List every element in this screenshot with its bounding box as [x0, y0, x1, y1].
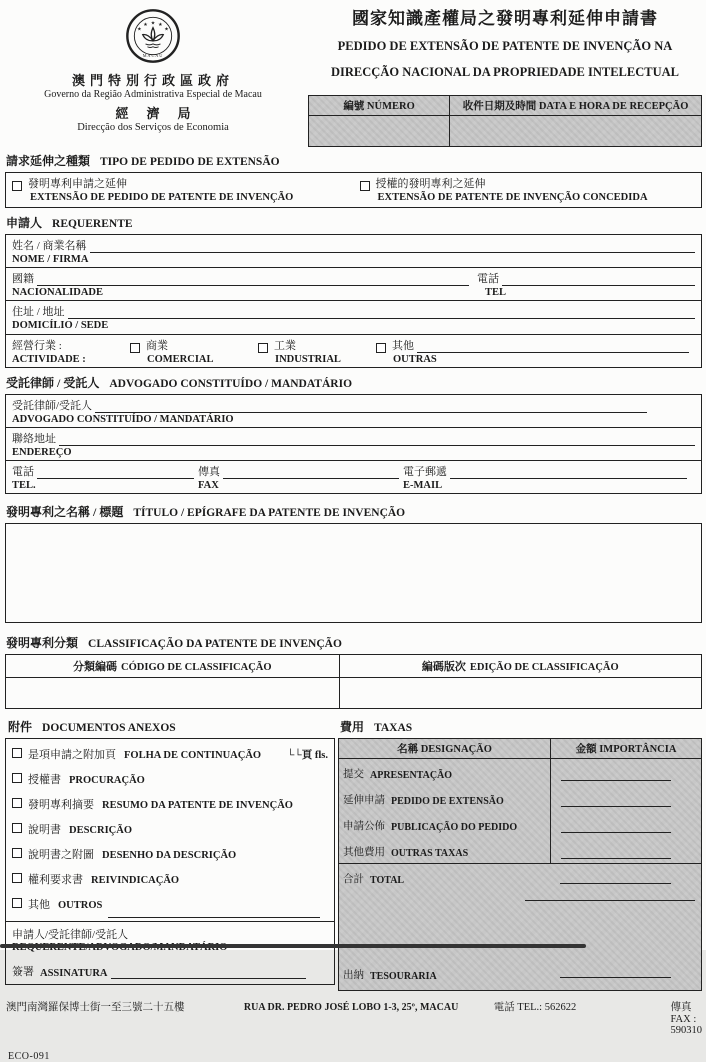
- industrial-label-zh: 工業: [274, 339, 296, 352]
- industrial-label-pt: INDUSTRIAL: [275, 353, 341, 365]
- applicant-nationality-row: [6, 268, 701, 301]
- fees-table-header: [339, 739, 701, 759]
- total-amount-line[interactable]: [560, 883, 671, 884]
- classification-code-header: [6, 655, 340, 677]
- fee-label-pt: PEDIDO DE EXTENSÃO: [391, 796, 504, 807]
- agent-email-label-pt: E-MAIL: [403, 479, 443, 491]
- applicant-title-zh: 申請人: [6, 216, 43, 231]
- agent-contact-row: [6, 461, 701, 493]
- agent-title-zh: 受託律師 / 受託人: [6, 375, 100, 390]
- other-activity-input-line[interactable]: [417, 341, 689, 353]
- checkbox-description[interactable]: [12, 823, 22, 833]
- svg-text:★: ★: [137, 26, 142, 33]
- form-title-pt-line2: DIRECÇÃO NACIONAL DA PROPRIEDADE INTELECTUAL: [331, 64, 679, 79]
- nationality-label-zh: 國籍: [12, 273, 34, 286]
- seal-lotus: [143, 28, 164, 48]
- applicant-activity-row: [6, 335, 701, 367]
- attachment-description: [12, 821, 330, 846]
- classification-edition-cell[interactable]: [340, 678, 701, 708]
- pages-count-marker[interactable]: └└頁 fls.: [286, 750, 328, 761]
- tel-label-pt: TEL: [485, 287, 507, 299]
- address-label-pt: DOMICÍLIO / SEDE: [12, 320, 109, 332]
- applicant-name-input-line[interactable]: [90, 241, 695, 253]
- attachments-title-pt: DOCUMENTOS ANEXOS: [42, 722, 176, 734]
- agent-title-pt: ADVOGADO CONSTITUÍDO / MANDATÁRIO: [109, 377, 353, 390]
- classification-section-title: [6, 634, 706, 651]
- classification-table-header: [6, 655, 701, 678]
- attachment-label-pt: DESENHO DA DESCRIÇÃO: [102, 850, 237, 861]
- footer-tel: 電話 TEL.: 562622: [493, 1002, 577, 1013]
- agent-email-label-zh: 電子郵遞: [403, 465, 447, 478]
- attachment-continuation-sheet: [12, 746, 330, 771]
- agent-address-label-pt: ENDEREÇO: [12, 446, 72, 458]
- name-label-zh: 姓名 / 商業名稱: [12, 240, 87, 253]
- fees-title-zh: 費用: [340, 720, 365, 734]
- code-header-pt: CÓDIGO DE CLASSIFICAÇÃO: [121, 662, 272, 673]
- activity-option-industrial: [258, 337, 376, 366]
- agent-name-label-pt: ADVOGADO CONSTITUÍDO / MANDATÁRIO: [12, 413, 234, 425]
- total-label-zh: 合計: [343, 874, 364, 885]
- agent-fax-label-pt: FAX: [198, 479, 219, 491]
- extra-amount-line[interactable]: [525, 900, 695, 901]
- department-name-pt: Direcção dos Serviços de Economia: [77, 122, 229, 133]
- applicant-title-pt: REQUERENTE: [52, 218, 133, 231]
- checkbox-patent-abstract[interactable]: [12, 798, 22, 808]
- option-label-pt: EXTENSÃO DE PEDIDO DE PATENTE DE INVENÇÃO: [30, 192, 294, 203]
- fee-label-zh: 其他費用: [343, 847, 385, 858]
- others-input-line[interactable]: [108, 906, 320, 918]
- bottom-columns: [5, 709, 702, 991]
- treasury-label-pt: TESOURARIA: [370, 971, 437, 982]
- reception-table-body: [309, 116, 701, 146]
- checkbox-extension-of-granted-patent[interactable]: [360, 181, 370, 191]
- edition-header-zh: 編碼版次: [421, 661, 466, 673]
- checkbox-others[interactable]: [12, 898, 22, 908]
- reception-table: [308, 95, 702, 147]
- attachment-label-pt: RESUMO DA PATENTE DE INVENÇÃO: [102, 800, 293, 811]
- treasury-label-zh: 出納: [343, 970, 364, 981]
- macau-government-seal-icon: [125, 8, 181, 64]
- agent-fax-field: [194, 463, 399, 492]
- code-header-zh: 分類編碼: [73, 661, 118, 673]
- other-taxes-amount-line[interactable]: [561, 858, 671, 859]
- checkbox-industrial[interactable]: [258, 343, 268, 353]
- applicant-address-row: [6, 301, 701, 334]
- classification-table: [5, 654, 702, 709]
- attachment-label-zh: 說明書: [28, 824, 61, 836]
- fees-title-pt: TAXAS: [374, 722, 413, 734]
- other-activity-label-pt: OUTRAS: [393, 353, 437, 365]
- fee-label-zh: 申請公佈: [343, 821, 385, 832]
- commercial-label-zh: 商業: [146, 339, 168, 352]
- publication-amount-line[interactable]: [561, 832, 671, 833]
- attachment-label-zh: 其他: [28, 899, 50, 911]
- attachment-label-zh: 授權書: [28, 774, 61, 786]
- option-extension-of-granted-patent: [354, 175, 702, 204]
- signature-label-pt: ASSINATURA: [40, 968, 108, 979]
- tel-label-zh: 電話: [477, 273, 499, 286]
- presentation-amount-line[interactable]: [561, 780, 671, 781]
- attachment-label-zh: 是項申請之附加頁: [28, 749, 116, 761]
- agent-address-row: [6, 428, 701, 461]
- activity-option-commercial: [130, 337, 258, 366]
- government-block: [0, 0, 306, 146]
- treasury-signature-line[interactable]: [560, 977, 671, 978]
- classification-edition-header: [340, 655, 701, 677]
- agent-tel-field: [12, 463, 194, 492]
- datetime-column-header: 收件日期及時間 DATA E HORA DE RECEPÇÃO: [462, 101, 689, 113]
- patent-title-input-box[interactable]: [5, 523, 702, 623]
- option-label-zh: 發明專利申請之延伸: [28, 178, 127, 190]
- option-label-zh: 授權的發明專利之延伸: [375, 178, 486, 190]
- signature-input-line[interactable]: [111, 967, 307, 979]
- activity-option-other: [376, 337, 695, 366]
- title-block: [306, 0, 706, 146]
- applicant-section-title: [6, 214, 706, 231]
- designation-column-header: 名稱 DESIGNAÇÃO: [397, 744, 492, 755]
- fee-label-pt: APRESENTAÇÃO: [370, 770, 453, 781]
- seal-stars: [137, 20, 169, 32]
- checkbox-power-of-attorney[interactable]: [12, 773, 22, 783]
- checkbox-claims[interactable]: [12, 873, 22, 883]
- agent-email-field: [399, 463, 695, 492]
- attachment-power-of-attorney: [12, 771, 330, 796]
- applicant-tel-input-line[interactable]: [502, 274, 695, 286]
- agent-fax-label-zh: 傳真: [198, 465, 220, 478]
- attachment-label-zh: 權利要求書: [28, 874, 83, 886]
- attachment-label-zh: 發明專利摘要: [28, 799, 94, 811]
- fees-table: [338, 738, 702, 991]
- nationality-label-pt: NACIONALIDADE: [12, 287, 104, 299]
- fees-column: [338, 709, 702, 991]
- checkbox-continuation-sheet[interactable]: [12, 748, 22, 758]
- agent-box: [5, 394, 702, 494]
- attachments-title-zh: 附件: [8, 720, 33, 734]
- attachment-patent-abstract: [12, 796, 330, 821]
- agency-name-zh: 澳門特別行政區政府: [71, 73, 234, 88]
- attachments-list: [6, 739, 334, 921]
- activity-label-zh: 經營行業 :: [12, 339, 62, 352]
- form-title-pt: [308, 34, 702, 85]
- address-label-zh: 住址 / 地址: [12, 306, 65, 319]
- svg-text:★: ★: [143, 22, 148, 29]
- fee-label-zh: 提交: [343, 769, 364, 780]
- total-row: [339, 864, 701, 888]
- signer-label-zh: 申請人/受託律師/受託人: [12, 929, 129, 941]
- agent-fax-input-line[interactable]: [223, 467, 399, 479]
- patent-title-section-title: [6, 503, 706, 520]
- attachment-label-pt: PROCURAÇÃO: [69, 775, 145, 786]
- form-title-pt-line1: PEDIDO DE EXTENSÃO DE PATENTE DE INVENÇÃO NA: [337, 39, 673, 53]
- signature-area: [6, 921, 334, 984]
- checkbox-description-drawings[interactable]: [12, 848, 22, 858]
- number-cell[interactable]: [309, 116, 450, 146]
- svg-text:★: ★: [164, 26, 169, 33]
- agent-tel-input-line[interactable]: [37, 467, 194, 479]
- checkbox-extension-of-application[interactable]: [12, 181, 22, 191]
- fee-row-extension-request: [339, 785, 701, 811]
- reception-table-header: [309, 96, 701, 116]
- patent-title-zh: 發明專利之名稱 / 標題: [6, 505, 124, 519]
- agent-section-title: [6, 374, 706, 391]
- agent-name-row: [6, 395, 701, 428]
- attachment-others: [12, 896, 330, 921]
- form-header: [0, 0, 706, 146]
- type-section-title-pt: TIPO DE PEDIDO DE EXTENSÃO: [100, 156, 280, 168]
- name-label-pt: NOME / FIRMA: [12, 254, 89, 266]
- amount-column-header: 金額 IMPORTÂNCIA: [550, 739, 701, 758]
- footer: [6, 999, 702, 1036]
- form-title-zh: 國家知識產權局之發明專利延伸申請書: [352, 9, 658, 28]
- applicant-box: [5, 234, 702, 368]
- svg-text:★: ★: [150, 20, 156, 27]
- applicant-address-input-line[interactable]: [68, 307, 695, 319]
- attachments-section-title: [8, 718, 335, 735]
- fee-label-pt: PUBLICAÇÃO DO PEDIDO: [391, 822, 518, 833]
- classification-title-pt: CLASSIFICAÇÃO DA PATENTE DE INVENÇÃO: [88, 638, 342, 650]
- attachment-label-pt: FOLHA DE CONTINUAÇÃO: [124, 750, 262, 761]
- agent-name-input-line[interactable]: [95, 401, 647, 413]
- treasury-row: [339, 967, 701, 982]
- total-label-pt: TOTAL: [370, 875, 405, 886]
- attachment-label-pt: REIVINDICAÇÃO: [91, 875, 180, 886]
- activity-label-pt: ACTIVIDADE :: [12, 353, 86, 365]
- number-column-header: 編號 NÚMERO: [309, 96, 450, 115]
- fees-section-title: [340, 718, 702, 735]
- agent-address-label-zh: 聯絡地址: [12, 432, 56, 445]
- signature-label-zh: 簽署: [12, 966, 34, 978]
- department-name-zh: 經濟局: [115, 106, 209, 121]
- extension-amount-line[interactable]: [561, 806, 671, 807]
- footer-address-zh: 澳門南灣羅保博士街一至三號二十五樓: [6, 1002, 185, 1013]
- fee-label-zh: 延伸申請: [343, 795, 385, 806]
- checkbox-commercial[interactable]: [130, 343, 140, 353]
- edition-header-pt: EDIÇÃO DE CLASSIFICAÇÃO: [469, 662, 619, 673]
- agent-tel-label-pt: TEL.: [12, 479, 36, 491]
- agent-name-label-zh: 受託律師/受託人: [12, 399, 93, 412]
- option-label-pt: EXTENSÃO DE PATENTE DE INVENÇÃO CONCEDIDA: [377, 192, 648, 203]
- agent-tel-label-zh: 電話: [12, 465, 34, 478]
- attachment-claims: [12, 871, 330, 896]
- type-section-title: [6, 152, 706, 169]
- classification-code-cell[interactable]: [6, 678, 340, 708]
- option-extension-of-application: [6, 175, 354, 204]
- type-section-title-zh: 請求延伸之種類: [6, 154, 91, 168]
- attachment-label-zh: 說明書之附圖: [28, 849, 94, 861]
- type-options-box: [5, 172, 702, 208]
- agent-address-input-line[interactable]: [59, 434, 695, 446]
- patent-title-pt: TÍTULO / EPÍGRAFE DA PATENTE DE INVENÇÃO: [133, 507, 406, 519]
- classification-title-zh: 發明專利分類: [6, 636, 79, 650]
- fee-row-publication: [339, 811, 701, 837]
- signature-row: [12, 963, 328, 981]
- footer-address-pt: RUA DR. PEDRO JOSÉ LOBO 1-3, 25º, MACAU: [243, 1002, 459, 1013]
- fee-row-other-taxes: [339, 837, 701, 863]
- agent-email-input-line[interactable]: [450, 467, 687, 479]
- attachment-label-pt: OUTROS: [58, 900, 103, 911]
- datetime-cell[interactable]: [450, 116, 701, 146]
- activity-label: [12, 337, 130, 366]
- signer-header: [12, 926, 328, 953]
- checkbox-other-activity[interactable]: [376, 343, 386, 353]
- other-activity-label-zh: 其他: [392, 339, 414, 352]
- classification-table-body: [6, 678, 701, 708]
- attachment-label-pt: DESCRIÇÃO: [69, 825, 133, 836]
- scan-edge-artifact: [0, 944, 586, 948]
- footer-fax: 傳真 FAX : 590310: [670, 1002, 702, 1036]
- applicant-name-row: [6, 235, 701, 268]
- svg-text:★: ★: [158, 22, 163, 29]
- agency-name-pt: Governo da Região Administrativa Especial de Macau: [44, 89, 262, 100]
- seal-macau-text: MACAU: [142, 52, 164, 58]
- fees-total-section: [339, 863, 701, 990]
- commercial-label-pt: COMERCIAL: [147, 353, 214, 365]
- fee-label-pt: OUTRAS TAXAS: [391, 848, 469, 859]
- attachment-description-drawings: [12, 846, 330, 871]
- fee-row-presentation: [339, 759, 701, 785]
- nationality-input-line[interactable]: [37, 274, 469, 286]
- form-code: ECO-091: [8, 1051, 50, 1062]
